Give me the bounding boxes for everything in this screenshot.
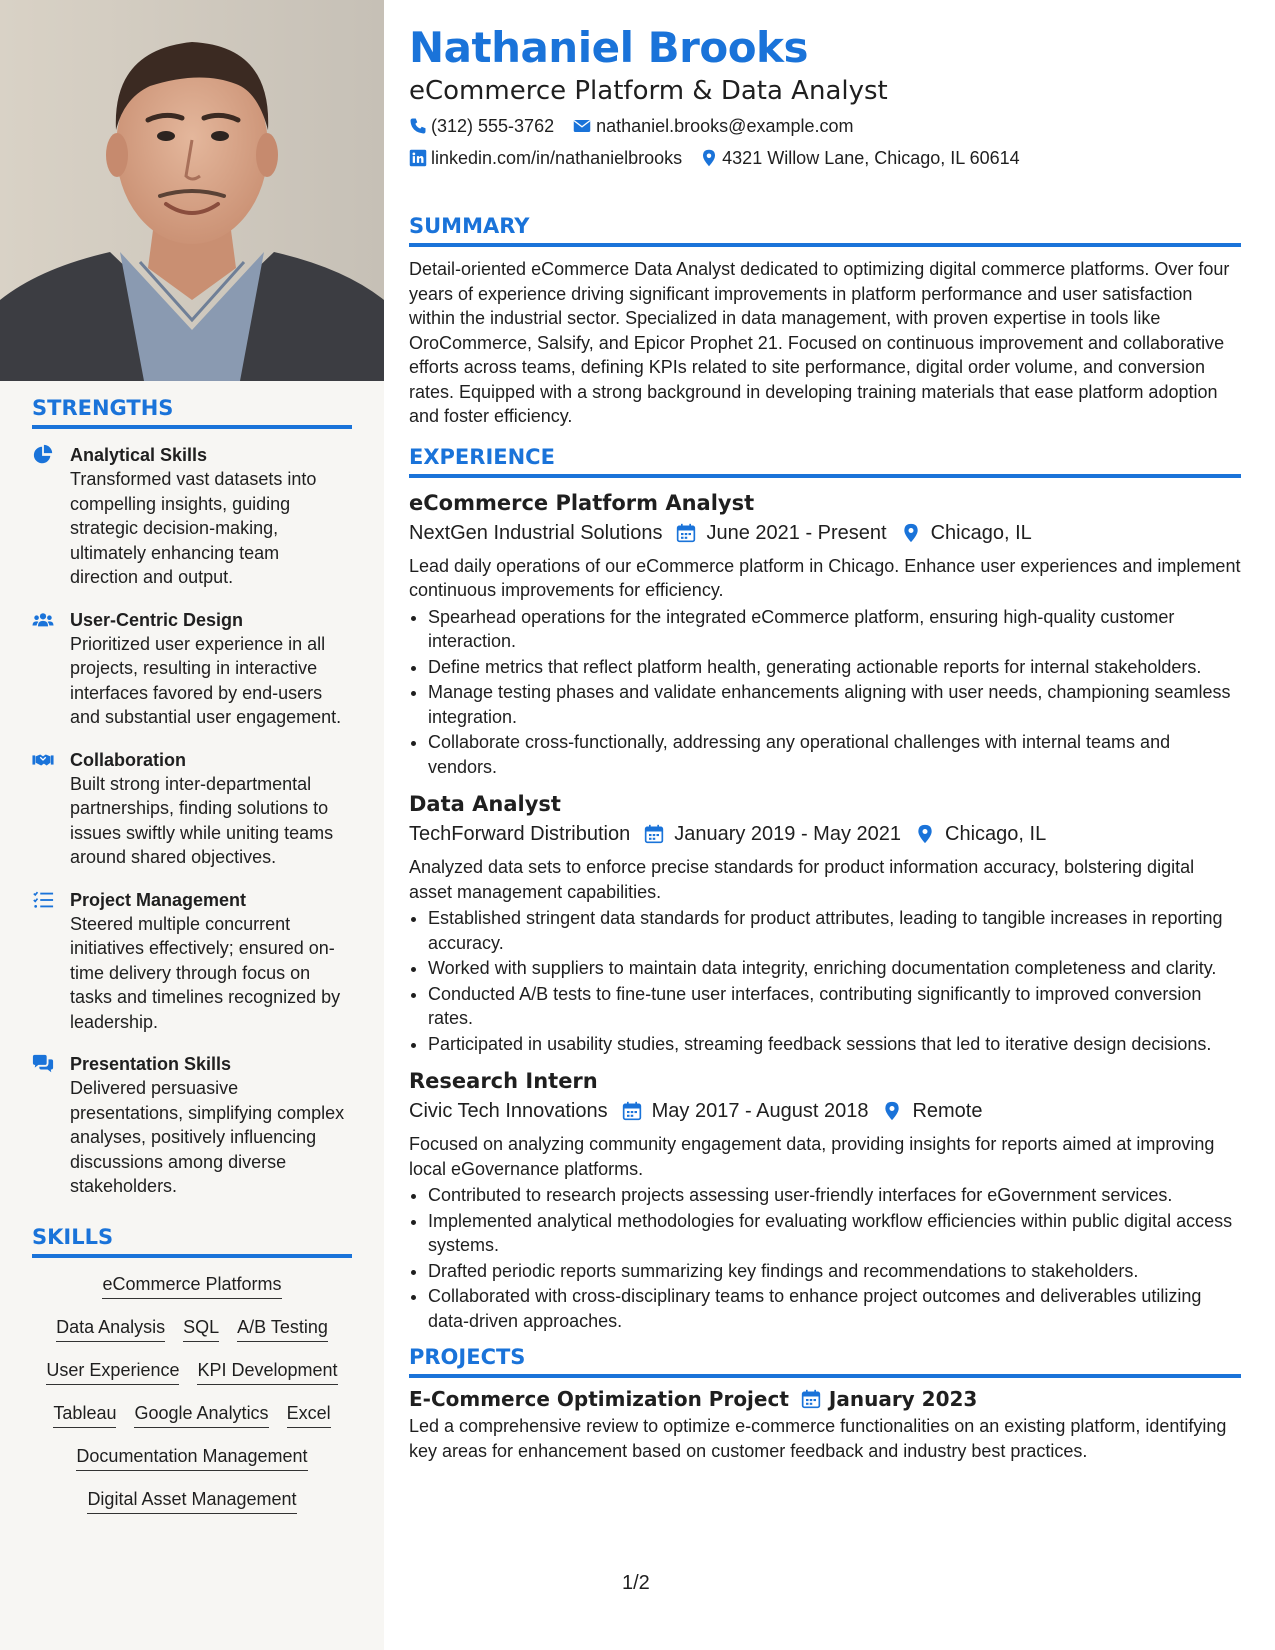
calendar-icon (801, 1389, 821, 1409)
email-link[interactable]: nathaniel.brooks@example.com (596, 116, 854, 136)
linkedin-link[interactable]: linkedin.com/in/nathanielbrooks (431, 148, 683, 168)
job-bullet: • Manage testing phases and validate enhancements aligning with user needs, championing seamless integration. (428, 680, 1241, 729)
job-location (882, 1096, 982, 1126)
job-meta (409, 518, 1241, 548)
job-bullets (409, 1183, 1241, 1333)
left-column (0, 0, 384, 1650)
job-entry (409, 1066, 1241, 1333)
linkedin-contact[interactable] (409, 146, 682, 170)
linkedin-icon (409, 149, 427, 167)
job-title: eCommerce Platform Analyst (409, 490, 755, 515)
users-icon (32, 609, 54, 631)
skill-tag: KPI Development (197, 1358, 337, 1385)
job-dates-text: June 2021 - Present (706, 521, 887, 544)
job-company: Civic Tech Innovations (409, 1100, 608, 1122)
job-dates (676, 518, 886, 548)
job-entry (409, 488, 1241, 780)
phone-icon (409, 117, 427, 135)
job-bullet: • Implemented analytical methodologies for evaluating workflow efficiencies within public digital access systems. (428, 1209, 1241, 1258)
strength-item (32, 888, 352, 1035)
calendar-icon (644, 824, 664, 844)
contact-row (409, 114, 1241, 138)
strength-item (32, 608, 352, 730)
job-location-text: Chicago, IL (945, 823, 1047, 845)
phone-contact (409, 114, 554, 138)
job-bullet: • Collaborated with cross-disciplinary teams to enhance project outcomes and deliverables utilizing data-driven approaches. (428, 1284, 1241, 1333)
page-number: 1/2 (622, 1572, 650, 1594)
job-location-text: Remote (912, 1100, 983, 1122)
strength-item (32, 443, 352, 590)
job-company: NextGen Industrial Solutions (409, 521, 663, 544)
left-content (32, 396, 352, 1530)
location-pin-icon (700, 149, 718, 167)
job-bullet: • Conducted A/B tests to fine-tune user interfaces, contributing significantly to improved conversion rates. (428, 982, 1241, 1031)
candidate-name: Nathaniel Brooks (409, 23, 808, 72)
project-header (409, 1384, 1241, 1414)
project-description: Led a comprehensive review to optimize e-commerce functionalities on an existing platform, identifying key areas for enhancement based on customer feedback and industry best practices. (409, 1416, 1227, 1461)
pie-chart-icon (32, 444, 54, 466)
job-title: Data Analyst (409, 792, 561, 816)
skill-tag: Data Analysis (56, 1315, 165, 1342)
skill-tag: SQL (183, 1315, 219, 1342)
handshake-icon (32, 749, 54, 771)
candidate-headline: eCommerce Platform & Data Analyst (409, 76, 888, 106)
strength-item (32, 1052, 352, 1199)
location-pin-icon (901, 523, 921, 543)
location-pin-icon (882, 1101, 902, 1121)
job-dates-text: January 2019 - May 2021 (674, 823, 902, 845)
location-pin-icon (915, 824, 935, 844)
job-company: TechForward Distribution (409, 823, 631, 845)
project-title: E-Commerce Optimization Project (409, 1387, 789, 1411)
strength-description: Transformed vast datasets into compelling insights, guiding strategic decision-making, ultimately enhancing team direction and output. (70, 469, 317, 587)
skills-heading: SKILLS (32, 1225, 352, 1258)
skill-tag: Excel (287, 1401, 331, 1428)
calendar-icon (676, 523, 696, 543)
strength-description: Prioritized user experience in all projects, resulting in interactive interfaces favored by end-users and substantial user engagement. (70, 633, 342, 727)
job-location (915, 819, 1046, 849)
skills-list (32, 1272, 352, 1514)
experience-section (409, 445, 1241, 1334)
skill-tag: A/B Testing (237, 1315, 328, 1342)
job-description: Focused on analyzing community engagement data, providing insights for reports aimed at improving local eGovernance platforms. (409, 1134, 1215, 1179)
address-contact (700, 146, 1020, 170)
job-bullet: • Spearhead operations for the integrated eCommerce platform, ensuring high-quality customer interaction. (428, 605, 1241, 654)
job-bullets (409, 605, 1241, 780)
strength-description: Steered multiple concurrent initiatives effectively; ensured on-time delivery through focus on tasks and timelines recognized by leadership. (70, 913, 341, 1032)
projects-section (409, 1345, 1241, 1463)
job-bullet: • Participated in usability studies, streaming feedback sessions that led to iterative design decisions. (428, 1032, 1241, 1057)
projects-heading: PROJECTS (409, 1345, 1241, 1378)
job-dates (622, 1096, 869, 1126)
job-entry (409, 789, 1241, 1056)
address-text: 4321 Willow Lane, Chicago, IL 60614 (722, 148, 1020, 168)
job-bullet: • Collaborate cross-functionally, addressing any operational challenges with internal teams and vendors. (428, 730, 1241, 779)
skill-tag: Digital Asset Management (87, 1487, 296, 1514)
strength-title: User-Centric Design (70, 609, 244, 630)
email-contact[interactable] (572, 114, 853, 138)
project-date: January 2023 (828, 1387, 978, 1411)
summary-text: Detail-oriented eCommerce Data Analyst dedicated to optimizing digital commerce platforms. Over four years of experience driving significant improvements in platform performance and user satisfaction within the industrial sector. Specialized in data management, with proven expertise in tools like OroCommerce, Salsify, and Epicor Prophet 21. Focused on continuous improvement and collaborative efforts across teams, defining KPIs related to site performance, digital order volume, and conversion rates. Equipped with a strong background in developing training materials that ease platform adoption and foster efficiency. (409, 259, 1230, 426)
strength-description: Built strong inter-departmental partnerships, finding solutions to issues swiftly while uniting teams around shared objectives. (70, 773, 334, 867)
summary-section (409, 214, 1241, 429)
job-bullet: • Established stringent data standards for product attributes, leading to tangible increases in reporting accuracy. (428, 906, 1241, 955)
calendar-icon (622, 1101, 642, 1121)
skill-tag: eCommerce Platforms (102, 1272, 281, 1299)
strength-title: Presentation Skills (70, 1054, 232, 1074)
job-dates (644, 819, 901, 849)
job-meta (409, 1096, 1241, 1126)
skill-tag: User Experience (46, 1358, 179, 1385)
envelope-icon (572, 117, 592, 135)
right-column (409, 22, 1241, 1463)
summary-heading: SUMMARY (409, 214, 1241, 247)
job-location-text: Chicago, IL (930, 521, 1032, 544)
contact-row (409, 146, 1241, 170)
job-bullet: • Drafted periodic reports summarizing key findings and recommendations to stakeholders. (428, 1259, 1241, 1284)
job-bullet: • Contributed to research projects assessing user-friendly interfaces for eGovernment services. (428, 1183, 1241, 1208)
profile-photo (0, 0, 384, 381)
job-bullet: • Define metrics that reflect platform health, generating actionable reports for internal stakeholders. (428, 655, 1241, 680)
job-bullets (409, 906, 1241, 1056)
experience-heading: EXPERIENCE (409, 445, 1241, 478)
skill-tag: Tableau (53, 1401, 116, 1428)
job-title: Research Intern (409, 1069, 598, 1093)
phone-text: (312) 555-3762 (431, 116, 555, 136)
job-meta (409, 819, 1241, 849)
job-bullet: • Worked with suppliers to maintain data integrity, enriching documentation completeness and clarity. (428, 956, 1241, 981)
strength-title: Analytical Skills (70, 445, 208, 465)
strength-title: Collaboration (70, 749, 186, 770)
task-list-icon (32, 889, 54, 911)
strength-description: Delivered persuasive presentations, simplifying complex analyses, positively influencing discussions among diverse stakeholders. (70, 1078, 345, 1196)
strengths-heading: STRENGTHS (32, 396, 352, 429)
comments-icon (32, 1053, 54, 1075)
strength-item (32, 748, 352, 870)
skill-tag: Documentation Management (76, 1444, 307, 1471)
job-description: Lead daily operations of our eCommerce platform in Chicago. Enhance user experiences and implement continuous improvements for efficiency. (409, 555, 1241, 600)
job-description: Analyzed data sets to enforce precise standards for product information accuracy, bolstering digital asset management capabilities. (409, 857, 1195, 902)
job-dates-text: May 2017 - August 2018 (651, 1100, 869, 1122)
job-location (901, 518, 1032, 548)
strength-title: Project Management (70, 889, 247, 910)
skill-tag: Google Analytics (134, 1401, 268, 1428)
